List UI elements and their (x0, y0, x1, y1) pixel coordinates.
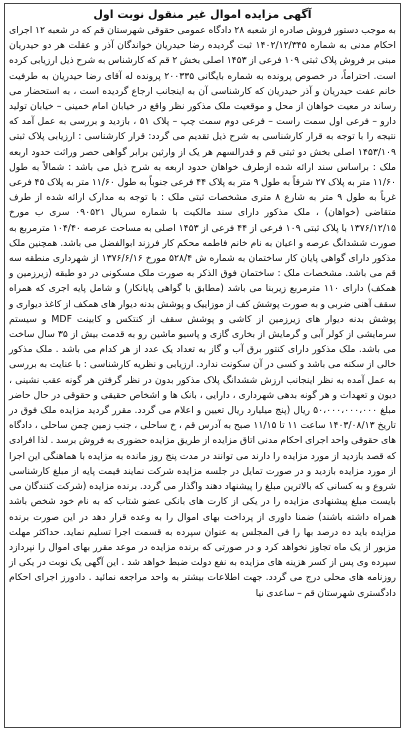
auction-notice (4, 3, 401, 728)
notice-body: به موجب دستور فروش صادره از شعبه ۲۸ دادگاه عمومی حقوقی شهرستان قم که در شعبه ۱۲ اجرای احکام مدنی به شماره ۱۴۰۲/۱۲/۳۴۵ ثبت گردیده رضا حیدریان خواندگان آذر و عقلت هر دو حیدریان مبنی بر فروش پلاک ثبتی ۱۰۹ فرعی از ۱۴۵۳ اصلی بخش ۲ قم که کارشناس به شرح ذیل ارزیابی کرده است. احتراماً، در خصوص پرونده به شماره بایگانی ۲۰۰۳۳۵ پرونده له آقای رضا حیدریان به طرفیت خانم عفت حیدریان و آذر حیدریان که کارشناسی آن به اینجانب ارجاع گردیده است ، به استحضار می رساند در معیت خواهان از محل و موقعیت ملک مذکور نظر واقع در خیابان امام خمینی – خیابان تولید دارو – فرعی اول سمت راست – فرعی دوم سمت چپ – پلاک ۵۱ ، بازدید و بررسی به عمل آمد که نتیجه را با توجه به قرار کارشناسی به شرح ذیل تقدیم می گردد: قرار کارشناسی : ارزیابی پلاک ثبتی ۱۴۵۳/۱۰۹ اصلی بخش دو ثبتی قم و قدرالسهم هر یک از وارثین برابر گواهی حصر وراثت حدود اربعه ملک : براساس سند ارائه شده ازطرف خواهان حدود اربعه به شرح ذیل می باشد : شمالاً به طول ۱۱/۶۰ متر به پلاک ۲۷ شرقاً به طول ۹ متر به پلاک ۴۴ فرعی جنوباً به طول ۱۱/۶۰ متر به پلاک ۴۵ فرعی غرباً به طول ۹ متر به شارع ۸ متری مشخصات ثبتی ملک : با توجه به مدارک ارائه شده از طرف متقاضی (خواهان) ، ملک مذکور دارای سند مالکیت با شماره سریال ۰۹۰۵۲۱ سری ب مورخ ۱۳۷۶/۱۲/۱۵ با پلاک ثبتی ۱۰۹ فرعی از ۴۴ فرعی از ۱۴۵۳ اصلی به مساحت عرصه ۱۰۴/۴۰ مترمربع به صورت ششدانگ عرصه و اعیان به نام خانم فاطمه محکم کار فرزند ابوالفضل می باشد. همچنین ملک مذکور دارای گواهی پایان کار ساختمان به شماره ش ۵۲۸/۴ مورخ ۱۳۷۶/۶/۱۶ از شهرداری منطقه سه قم می باشد. مشخصات ملک : ساختمان فوق الذکر به صورت ملک مسکونی در دو طبقه (زیرزمین و همکف) دارای ۱۱۰ مترمربع زیربنا می باشد (مطابق با گواهی پایانکار) و شامل پایه اجری که همراه سقف آهنی ضربی و به صورت پوشش کف از موزاییک و پوشش بدنه دیوار های همکف از کاغذ دیواری و پوشش بدنه دیوار های زیرزمین از کاشی و پوشش سقف از کنتکس و کابینت MDF و سیستم سرمایشی از کولر آبی و گرمایش از بخاری گازی و پاسیو ماشین رو به قدمت بیش از ۳۵ سال ساخت می باشد. ملک مذکور دارای کنتور برق آب و گاز به تعداد یک عدد از هر کدام می باشد . ملک مذکور خالی از سکنه می باشد و کسی در آن سکونت ندارد. ارزیابی و نظریه کارشناسی : با عنایت به بررسی به عمل آمده به نظر اینجانب ارزش ششدانگ پلاک مذکور بدون در نظر گرفتن هر گونه عقب نشینی ، دیون و تعهدات و هر گونه بدهی شهرداری ، دارایی ، بانک ها و اشخاص حقیقی و حقوقی در حال حاضر مبلغ ۵۰،۰۰۰،۰۰۰،۰۰۰ ریال (پنج میلیارد ریال تعیین و اعلام می گردد. مقرر گردید مزایده ملک فوق در تاریخ ۱۴۰۳/۰۸/۱۳ ساعت ۱۱ تا ۱۱/۱۵ صبح به آدرس قم ، خ ساحلی ، جنب زمین چمن ساحلی ، دادگاه های حقوقی واحد اجرای احکام مدنی اتاق مزایده از طریق مزایده حضوری به فروش برسد . لذا افرادی که قصد بازدید از مورد مزایده را دارند می توانند در مدت پنج روز مانده به مزایده با هماهنگی این اجرا از مورد مزایده بازدید و در صورت تمایل در جلسه مزایده شرکت نمایند قیمت پایه از مبلغ کارشناسی شروع و به کسانی که بالاترین مبلغ را پیشنهاد دهند واگذار می گردد. برنده مزایده (شرکت کنندگان می بایست مبلغ پیشنهادی مزایده را در یکی از کارت های بانکی عضو شتاب که به نام خود شخص باشد همراه داشته باشند) ضمنا داوری از پرداخت بهای اموال را به وعده قرار دهد در این صورت برنده مزایده باید ده درصد بها را فی المجلس به عنوان سپرده به قسمت اجرا تسلیم نماید. حداکثر مهلت مزبور از یک ماه تجاوز نخواهد کرد و در صورتی که برنده مزایده در موعد مقرر بهای اموال را نپردازد سپرده وی پس از کسر هزینه های مزایده به نفع دولت ضبط خواهد شد . این آگهی یک نوبت در یکی از روزنامه های محلی درج می گردد. جهت اطلاعات بیشتر به واحد مراجعه نمائید . دادورز اجرای احکام دادگستری شهرستان قم – ساعدی نیا (9, 25, 397, 599)
notice-title: آگهی مزایده اموال غیر منقول نوبت اول (93, 8, 312, 21)
